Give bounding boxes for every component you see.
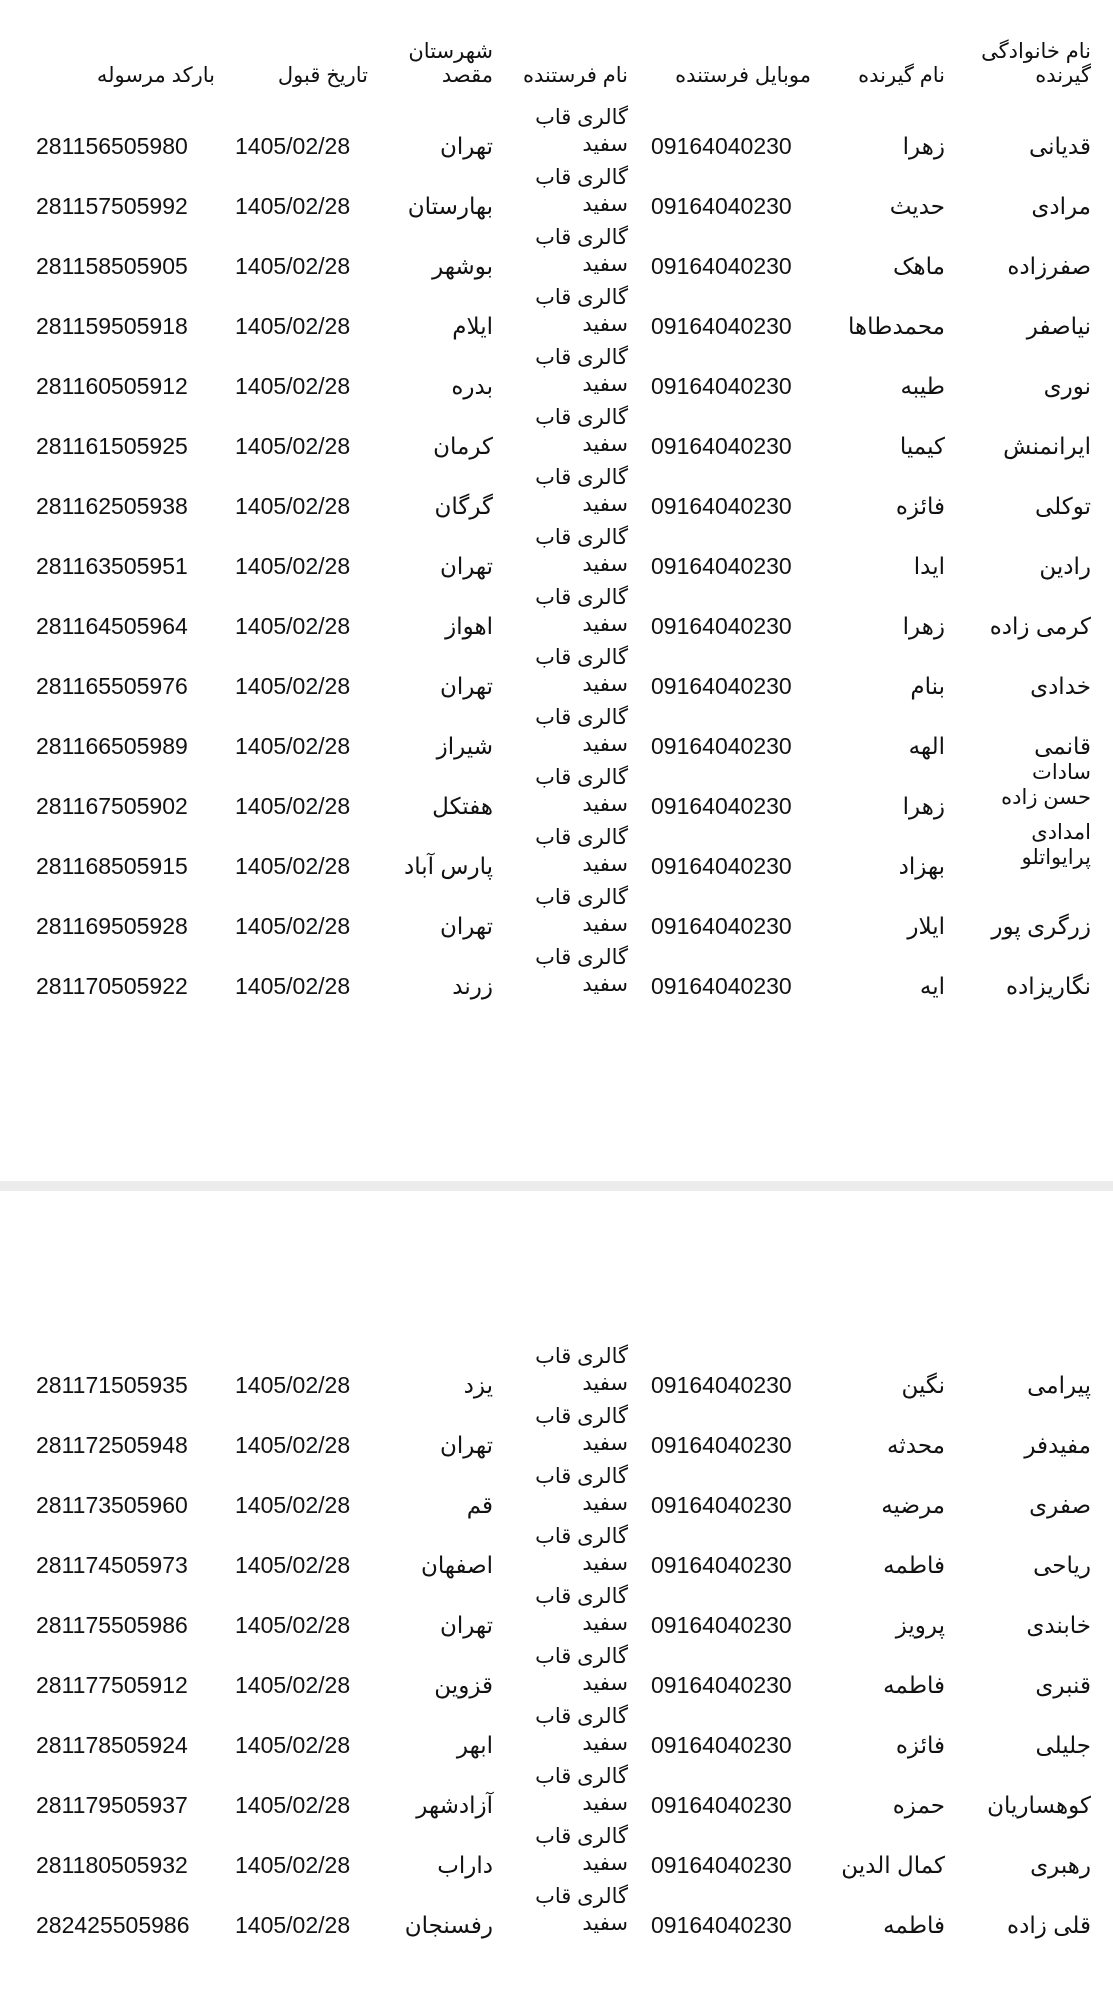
cell-barcode: 281157505992 bbox=[36, 193, 188, 219]
cell-accept-date: 1405/02/28 bbox=[235, 1672, 351, 1698]
document-page-2 bbox=[0, 1191, 1113, 2016]
cell-sender-mobile: 09164040230 bbox=[651, 553, 792, 579]
table-row bbox=[0, 946, 1113, 1010]
cell-sender-name: گالری قاب سفید bbox=[535, 1405, 628, 1455]
cell-sender-mobile: 09164040230 bbox=[651, 973, 792, 999]
cell-family: توکلی bbox=[1034, 493, 1091, 519]
cell-sender-name: گالری قاب سفید bbox=[535, 766, 628, 816]
cell-first-name: زهرا bbox=[902, 793, 945, 819]
table-row bbox=[0, 586, 1113, 650]
table-row bbox=[0, 1645, 1113, 1709]
cell-destination-city: ایلام bbox=[452, 313, 493, 339]
cell-sender-name: گالری قاب سفید bbox=[535, 586, 628, 636]
cell-destination-city: تهران bbox=[440, 133, 493, 159]
cell-barcode: 281167505902 bbox=[36, 793, 188, 819]
cell-barcode: 281173505960 bbox=[36, 1492, 188, 1518]
cell-family: قانمی bbox=[1034, 733, 1091, 759]
cell-family: رهبری bbox=[1030, 1852, 1091, 1878]
cell-accept-date: 1405/02/28 bbox=[235, 313, 351, 339]
cell-family: ریاحی bbox=[1033, 1552, 1091, 1578]
cell-family: صفرزاده bbox=[1007, 253, 1091, 279]
cell-family: نوری bbox=[1043, 373, 1091, 399]
cell-barcode: 281170505922 bbox=[36, 973, 188, 999]
cell-barcode: 281180505932 bbox=[36, 1852, 188, 1878]
cell-first-name: محدثه bbox=[887, 1432, 945, 1458]
cell-sender-name: گالری قاب سفید bbox=[535, 1705, 628, 1755]
cell-family: سادات حسن زاده bbox=[1001, 761, 1091, 809]
cell-first-name: ماهک bbox=[892, 253, 945, 279]
cell-first-name: ایه bbox=[919, 973, 945, 999]
cell-first-name: الهه bbox=[908, 733, 945, 759]
cell-barcode: 281160505912 bbox=[36, 373, 188, 399]
table-row bbox=[0, 226, 1113, 290]
cell-sender-name: گالری قاب سفید bbox=[535, 1885, 628, 1935]
cell-sender-name: گالری قاب سفید bbox=[535, 526, 628, 576]
cell-accept-date: 1405/02/28 bbox=[235, 793, 351, 819]
table-row bbox=[0, 1345, 1113, 1409]
cell-first-name: کیمیا bbox=[899, 433, 945, 459]
cell-sender-name: گالری قاب سفید bbox=[535, 1345, 628, 1395]
cell-accept-date: 1405/02/28 bbox=[235, 493, 351, 519]
cell-family: نیاصفر bbox=[1026, 313, 1091, 339]
cell-accept-date: 1405/02/28 bbox=[235, 913, 351, 939]
cell-destination-city: داراب bbox=[437, 1852, 493, 1878]
table-row bbox=[0, 526, 1113, 590]
cell-accept-date: 1405/02/28 bbox=[235, 1612, 351, 1638]
cell-family: مفیدفر bbox=[1024, 1432, 1091, 1458]
cell-barcode: 281158505905 bbox=[36, 253, 188, 279]
cell-sender-mobile: 09164040230 bbox=[651, 1372, 792, 1398]
header-barcode: بارکد مرسوله bbox=[96, 64, 215, 87]
cell-accept-date: 1405/02/28 bbox=[235, 1912, 351, 1938]
cell-sender-mobile: 09164040230 bbox=[651, 613, 792, 639]
cell-sender-name: گالری قاب سفید bbox=[535, 1585, 628, 1635]
cell-destination-city: گرگان bbox=[434, 493, 493, 519]
cell-family: رادین bbox=[1039, 553, 1091, 579]
cell-accept-date: 1405/02/28 bbox=[235, 1372, 351, 1398]
cell-sender-name: گالری قاب سفید bbox=[535, 1825, 628, 1875]
cell-sender-mobile: 09164040230 bbox=[651, 253, 792, 279]
cell-destination-city: قزوین bbox=[434, 1672, 493, 1698]
table-row bbox=[0, 1465, 1113, 1529]
cell-barcode: 281174505973 bbox=[36, 1552, 188, 1578]
cell-sender-name: گالری قاب سفید bbox=[535, 826, 628, 876]
cell-family: مرادی bbox=[1031, 193, 1091, 219]
cell-first-name: نگین bbox=[901, 1372, 945, 1398]
cell-family: جلیلی bbox=[1035, 1732, 1091, 1758]
table-row bbox=[0, 1705, 1113, 1769]
cell-sender-name: گالری قاب سفید bbox=[535, 106, 628, 156]
cell-sender-mobile: 09164040230 bbox=[651, 793, 792, 819]
cell-sender-mobile: 09164040230 bbox=[651, 433, 792, 459]
cell-family: زرگری پور bbox=[991, 913, 1091, 939]
cell-first-name: فاطمه bbox=[883, 1552, 945, 1578]
cell-sender-mobile: 09164040230 bbox=[651, 493, 792, 519]
cell-barcode: 281171505935 bbox=[36, 1372, 188, 1398]
cell-barcode: 281159505918 bbox=[36, 313, 188, 339]
cell-sender-name: گالری قاب سفید bbox=[535, 946, 628, 996]
cell-sender-mobile: 09164040230 bbox=[651, 1792, 792, 1818]
cell-sender-mobile: 09164040230 bbox=[651, 1732, 792, 1758]
table-row bbox=[0, 166, 1113, 230]
cell-barcode: 281162505938 bbox=[36, 493, 188, 519]
table-row bbox=[0, 1405, 1113, 1469]
cell-first-name: حمزه bbox=[892, 1792, 945, 1818]
cell-sender-name: گالری قاب سفید bbox=[535, 226, 628, 276]
cell-destination-city: تهران bbox=[440, 913, 493, 939]
table-row bbox=[0, 646, 1113, 710]
cell-sender-name: گالری قاب سفید bbox=[535, 166, 628, 216]
cell-sender-mobile: 09164040230 bbox=[651, 733, 792, 759]
cell-accept-date: 1405/02/28 bbox=[235, 553, 351, 579]
cell-family: کرمی زاده bbox=[989, 613, 1091, 639]
cell-destination-city: تهران bbox=[440, 1612, 493, 1638]
table-row bbox=[0, 761, 1113, 830]
cell-barcode: 281163505951 bbox=[36, 553, 188, 579]
cell-destination-city: رفسنجان bbox=[404, 1912, 493, 1938]
cell-destination-city: اهواز bbox=[445, 613, 493, 639]
cell-accept-date: 1405/02/28 bbox=[235, 613, 351, 639]
cell-accept-date: 1405/02/28 bbox=[235, 973, 351, 999]
cell-destination-city: هفتکل bbox=[432, 793, 493, 819]
table-header bbox=[0, 0, 1113, 100]
cell-sender-name: گالری قاب سفید bbox=[535, 886, 628, 936]
cell-destination-city: کرمان bbox=[433, 433, 493, 459]
cell-family: کوهساریان bbox=[987, 1792, 1091, 1818]
cell-destination-city: زرند bbox=[452, 973, 493, 999]
cell-first-name: محمدطاها bbox=[848, 313, 945, 339]
cell-first-name: زهرا bbox=[902, 133, 945, 159]
cell-barcode: 281166505989 bbox=[36, 733, 188, 759]
cell-sender-name: گالری قاب سفید bbox=[535, 706, 628, 756]
cell-family: خابندی bbox=[1026, 1612, 1091, 1638]
cell-accept-date: 1405/02/28 bbox=[235, 853, 351, 879]
cell-destination-city: تهران bbox=[440, 1432, 493, 1458]
cell-barcode: 281179505937 bbox=[36, 1792, 188, 1818]
cell-family: صفری bbox=[1029, 1492, 1091, 1518]
cell-barcode: 281177505912 bbox=[36, 1672, 188, 1698]
cell-accept-date: 1405/02/28 bbox=[235, 1792, 351, 1818]
cell-accept-date: 1405/02/28 bbox=[235, 373, 351, 399]
cell-first-name: ایلار bbox=[907, 913, 945, 939]
table-row bbox=[0, 1825, 1113, 1889]
cell-sender-mobile: 09164040230 bbox=[651, 193, 792, 219]
cell-accept-date: 1405/02/28 bbox=[235, 193, 351, 219]
cell-sender-name: گالری قاب سفید bbox=[535, 406, 628, 456]
cell-destination-city: بدره bbox=[451, 373, 493, 399]
cell-sender-name: گالری قاب سفید bbox=[535, 1645, 628, 1695]
cell-destination-city: قم bbox=[466, 1492, 493, 1518]
cell-first-name: بهزاد bbox=[898, 853, 945, 879]
cell-accept-date: 1405/02/28 bbox=[235, 673, 351, 699]
cell-accept-date: 1405/02/28 bbox=[235, 733, 351, 759]
cell-accept-date: 1405/02/28 bbox=[235, 1852, 351, 1878]
cell-sender-mobile: 09164040230 bbox=[651, 1672, 792, 1698]
cell-first-name: طیبه bbox=[900, 373, 945, 399]
page-separator bbox=[0, 1181, 1113, 1191]
cell-destination-city: بوشهر bbox=[432, 253, 493, 279]
table-row bbox=[0, 1885, 1113, 1949]
cell-first-name: حدیث bbox=[889, 193, 945, 219]
header-first-name: نام گیرنده bbox=[858, 64, 945, 87]
cell-accept-date: 1405/02/28 bbox=[235, 1552, 351, 1578]
cell-barcode: 281165505976 bbox=[36, 673, 188, 699]
header-destination-city: شهرستان مقصد bbox=[408, 40, 493, 87]
cell-first-name: بنام bbox=[910, 673, 945, 699]
cell-sender-name: گالری قاب سفید bbox=[535, 1465, 628, 1515]
cell-destination-city: اصفهان bbox=[420, 1552, 493, 1578]
table-row bbox=[0, 1765, 1113, 1829]
cell-family: خدادی bbox=[1030, 673, 1091, 699]
cell-sender-mobile: 09164040230 bbox=[651, 673, 792, 699]
cell-accept-date: 1405/02/28 bbox=[235, 253, 351, 279]
cell-barcode: 281175505986 bbox=[36, 1612, 188, 1638]
cell-barcode: 281172505948 bbox=[36, 1432, 188, 1458]
cell-destination-city: شیراز bbox=[436, 733, 493, 759]
cell-first-name: زهرا bbox=[902, 613, 945, 639]
cell-sender-mobile: 09164040230 bbox=[651, 1912, 792, 1938]
cell-family: قلی زاده bbox=[1007, 1912, 1091, 1938]
cell-accept-date: 1405/02/28 bbox=[235, 133, 351, 159]
cell-barcode: 282425505986 bbox=[36, 1912, 190, 1938]
cell-barcode: 281156505980 bbox=[36, 133, 188, 159]
table-row bbox=[0, 886, 1113, 950]
cell-family: ایرانمنش bbox=[1003, 433, 1091, 459]
table-row bbox=[0, 106, 1113, 170]
table-row bbox=[0, 466, 1113, 530]
cell-accept-date: 1405/02/28 bbox=[235, 433, 351, 459]
table-row bbox=[0, 821, 1113, 890]
table-row bbox=[0, 346, 1113, 410]
cell-first-name: کمال الدین bbox=[841, 1852, 945, 1878]
cell-sender-mobile: 09164040230 bbox=[651, 1612, 792, 1638]
table-row bbox=[0, 1525, 1113, 1589]
cell-barcode: 281161505925 bbox=[36, 433, 188, 459]
cell-sender-mobile: 09164040230 bbox=[651, 853, 792, 879]
table-row bbox=[0, 706, 1113, 770]
cell-sender-mobile: 09164040230 bbox=[651, 133, 792, 159]
cell-first-name: مرضیه bbox=[881, 1492, 945, 1518]
cell-barcode: 281168505915 bbox=[36, 853, 188, 879]
cell-sender-name: گالری قاب سفید bbox=[535, 286, 628, 336]
cell-first-name: ایدا bbox=[913, 553, 945, 579]
cell-sender-mobile: 09164040230 bbox=[651, 913, 792, 939]
cell-sender-name: گالری قاب سفید bbox=[535, 1765, 628, 1815]
cell-first-name: فائزه bbox=[895, 1732, 945, 1758]
cell-destination-city: بهارستان bbox=[407, 193, 493, 219]
table-row bbox=[0, 1585, 1113, 1649]
cell-sender-mobile: 09164040230 bbox=[651, 313, 792, 339]
cell-first-name: فائزه bbox=[895, 493, 945, 519]
cell-destination-city: تهران bbox=[440, 673, 493, 699]
cell-sender-name: گالری قاب سفید bbox=[535, 646, 628, 696]
cell-family: نگاریزاده bbox=[1006, 973, 1091, 999]
cell-barcode: 281169505928 bbox=[36, 913, 188, 939]
cell-sender-name: گالری قاب سفید bbox=[535, 466, 628, 516]
cell-destination-city: یزد bbox=[463, 1372, 493, 1398]
cell-destination-city: تهران bbox=[440, 553, 493, 579]
cell-sender-mobile: 09164040230 bbox=[651, 373, 792, 399]
header-accept-date: تاریخ قبول bbox=[277, 64, 368, 87]
cell-sender-name: گالری قاب سفید bbox=[535, 346, 628, 396]
cell-sender-name: گالری قاب سفید bbox=[535, 1525, 628, 1575]
cell-accept-date: 1405/02/28 bbox=[235, 1732, 351, 1758]
table-row bbox=[0, 286, 1113, 350]
cell-first-name: فاطمه bbox=[883, 1672, 945, 1698]
table-row bbox=[0, 406, 1113, 470]
cell-family: پیرامی bbox=[1027, 1372, 1091, 1398]
cell-barcode: 281178505924 bbox=[36, 1732, 188, 1758]
header-sender-name: نام فرستنده bbox=[523, 64, 628, 87]
cell-destination-city: پارس آباد bbox=[403, 853, 493, 879]
cell-barcode: 281164505964 bbox=[36, 613, 188, 639]
cell-sender-mobile: 09164040230 bbox=[651, 1432, 792, 1458]
cell-family: قنبری bbox=[1035, 1672, 1091, 1698]
header-family: نام خانوادگی گیرنده bbox=[981, 40, 1091, 87]
cell-family: قدیانی bbox=[1028, 133, 1091, 159]
cell-sender-mobile: 09164040230 bbox=[651, 1552, 792, 1578]
cell-accept-date: 1405/02/28 bbox=[235, 1492, 351, 1518]
cell-destination-city: آزادشهر bbox=[416, 1792, 493, 1818]
cell-first-name: پرویز bbox=[895, 1612, 945, 1638]
cell-sender-mobile: 09164040230 bbox=[651, 1852, 792, 1878]
cell-sender-mobile: 09164040230 bbox=[651, 1492, 792, 1518]
cell-first-name: فاطمه bbox=[883, 1912, 945, 1938]
cell-destination-city: ابهر bbox=[456, 1732, 493, 1758]
cell-accept-date: 1405/02/28 bbox=[235, 1432, 351, 1458]
header-sender-mobile: موبایل فرستنده bbox=[675, 64, 811, 87]
cell-family: امدادی پرایواتلو bbox=[1021, 821, 1091, 869]
